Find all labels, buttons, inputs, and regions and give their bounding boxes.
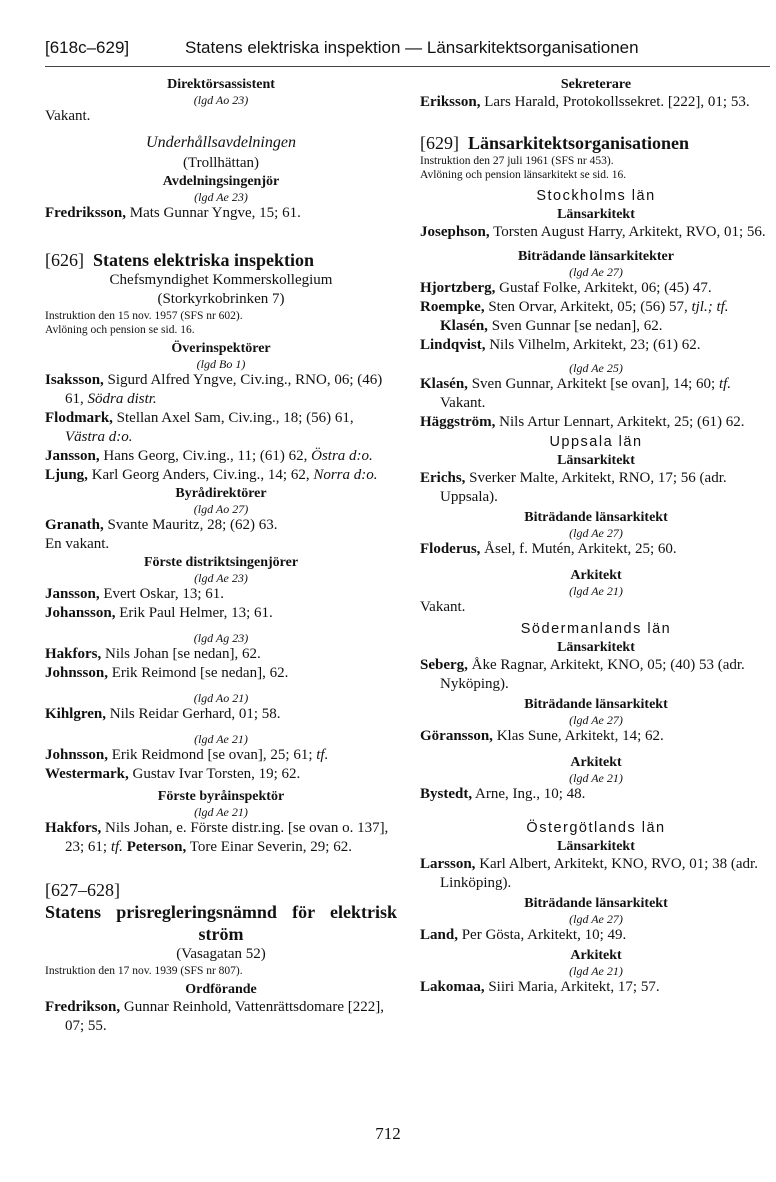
county-sodermanland: Södermanlands län bbox=[520, 621, 672, 637]
person-entry: Westermark, Gustav Ivar Torsten, 19; 62. bbox=[45, 766, 301, 782]
person-entry: Flodmark, Stellan Axel Sam, Civ.ing., 18; (56) 61, Västra d:o. bbox=[45, 410, 354, 445]
person-entry: Seberg, Åke Ragnar, Arkitekt, KNO, 05; (40) 53 (adr. Nyköping). bbox=[420, 657, 745, 692]
person-entry: Josephson, Torsten August Harry, Arkitekt, RVO, 01; 56. bbox=[420, 224, 766, 240]
left-column bbox=[45, 76, 397, 1036]
person-entry: Häggström, Nils Artur Lennart, Arkitekt, 25; (61) 62. bbox=[420, 414, 745, 430]
person-entry: Granath, Svante Mauritz, 28; (62) 63. bbox=[45, 517, 278, 533]
lgd: (lgd Ae 27) bbox=[569, 912, 623, 926]
vacant: Vakant. bbox=[45, 108, 91, 124]
lgd: (lgd Ae 27) bbox=[569, 265, 623, 279]
lgd: (lgd Ae 21) bbox=[569, 584, 623, 598]
person-entry: Larsson, Karl Albert, Arkitekt, KNO, RVO, 01; 38 (adr. Linköping). bbox=[420, 856, 758, 891]
instruction: Instruktion den 17 nov. 1939 (SFS nr 807). bbox=[45, 965, 243, 977]
heading-bitradande-lansarkitekt: Biträdande länsarkitekt bbox=[524, 510, 668, 525]
section-626-heading: [626] Statens elektriska inspektion bbox=[45, 250, 315, 270]
person-entry: Hakfors, Nils Johan, e. Förste distr.ing. [se ovan o. 137], 23; 61; tf. Peterson, Tore Einar Severin, 29; 62. bbox=[45, 820, 389, 855]
lgd: (lgd Ao 27) bbox=[193, 502, 249, 516]
person-entry: Ljung, Karl Georg Anders, Civ.ing., 14; 62, Norra d:o. bbox=[45, 467, 378, 483]
lgd: (lgd Ae 21) bbox=[569, 771, 623, 785]
lgd: (lgd Ae 25) bbox=[569, 361, 623, 375]
heading-lansarkitekt: Länsarkitekt bbox=[557, 207, 635, 222]
county-stockholm: Stockholms län bbox=[536, 188, 656, 204]
lgd: (lgd Ae 23) bbox=[194, 190, 248, 204]
instruction: Instruktion den 15 nov. 1957 (SFS nr 602). bbox=[45, 310, 243, 322]
person-entry: Hakfors, Nils Johan [se nedan], 62. bbox=[45, 646, 261, 662]
section-range: [618c–629] bbox=[45, 38, 130, 57]
section-627-title-cont: ström bbox=[198, 924, 244, 944]
heading-arkitekt: Arkitekt bbox=[570, 568, 622, 583]
vacant: Vakant. bbox=[420, 599, 466, 615]
person-entry: Floderus, Åsel, f. Mutén, Arkitekt, 25; 60. bbox=[420, 541, 677, 557]
heading-underhallsavdelningen: Underhållsavdelningen bbox=[146, 134, 296, 151]
vacant: En vakant. bbox=[45, 536, 110, 552]
heading-ordforande: Ordförande bbox=[185, 982, 257, 997]
lgd: (lgd Ae 21) bbox=[194, 805, 248, 819]
lgd: (lgd Ae 21) bbox=[569, 964, 623, 978]
pay-note: Avlöning och pension länsarkitekt se sid. 16. bbox=[420, 169, 627, 181]
pay-note: Avlöning och pension se sid. 16. bbox=[45, 324, 195, 336]
unit-location: (Trollhättan) bbox=[182, 155, 260, 171]
lgd: (lgd Ag 23) bbox=[193, 631, 249, 645]
person-entry: Fredrikson, Gunnar Reinhold, Vattenrättsdomare [222], 07; 55. bbox=[45, 999, 384, 1034]
person-entry: Lindqvist, Nils Vilhelm, Arkitekt, 23; (61) 62. bbox=[420, 337, 701, 353]
heading-bitradande-lansarkitekter: Biträdande länsarkitekter bbox=[518, 249, 674, 264]
lgd: (lgd Ae 27) bbox=[569, 713, 623, 727]
section-627-number: [627–628] bbox=[45, 880, 120, 900]
county-uppsala: Uppsala län bbox=[549, 434, 643, 450]
person-entry: Jansson, Evert Oskar, 13; 61. bbox=[45, 586, 224, 602]
heading-arkitekt: Arkitekt bbox=[570, 755, 622, 770]
person-entry: Fredriksson, Mats Gunnar Yngve, 15; 61. bbox=[45, 205, 301, 221]
heading-arkitekt: Arkitekt bbox=[570, 948, 622, 963]
right-column bbox=[420, 76, 772, 997]
person-entry: Göransson, Klas Sune, Arkitekt, 14; 62. bbox=[420, 728, 664, 744]
person-entry: Bystedt, Arne, Ing., 10; 48. bbox=[420, 786, 586, 802]
person-entry: Jansson, Hans Georg, Civ.ing., 11; (61) 62, Östra d:o. bbox=[45, 448, 373, 464]
person-entry: Erichs, Sverker Malte, Arkitekt, RNO, 17; 56 (adr. Uppsala). bbox=[420, 470, 727, 505]
heading-forste-distriktsingenjorer: Förste distriktsingenjörer bbox=[143, 555, 299, 570]
lgd: (lgd Ao 21) bbox=[193, 691, 249, 705]
person-entry: Johansson, Erik Paul Helmer, 13; 61. bbox=[45, 605, 273, 621]
instruction: Instruktion den 27 juli 1961 (SFS nr 453). bbox=[420, 155, 614, 167]
person-entry: Kihlgren, Nils Reidar Gerhard, 01; 58. bbox=[45, 706, 281, 722]
address: (Vasagatan 52) bbox=[176, 946, 266, 962]
person-entry: Roempke, Sten Orvar, Arkitekt, 05; (56) 57, tjl.; tf. Klasén, Sven Gunnar [se nedan], 62. bbox=[420, 299, 729, 334]
heading-lansarkitekt: Länsarkitekt bbox=[557, 640, 635, 655]
lgd: (lgd Ae 27) bbox=[569, 526, 623, 540]
heading-lansarkitekt: Länsarkitekt bbox=[557, 453, 635, 468]
lgd: (lgd Ae 21) bbox=[194, 732, 248, 746]
heading-avdelningsingenjor: Avdelningsingenjör bbox=[162, 174, 280, 189]
heading-byradirektorer: Byrådirektörer bbox=[175, 486, 267, 501]
person-entry: Land, Per Gösta, Arkitekt, 10; 49. bbox=[420, 927, 627, 943]
heading-forste-byrainspektor: Förste byråinspektör bbox=[157, 789, 285, 804]
heading-overinspektorer: Överinspektörer bbox=[171, 341, 271, 356]
heading-bitradande-lansarkitekt: Biträdande länsarkitekt bbox=[524, 896, 668, 911]
person-entry: Johnsson, Erik Reidmond [se ovan], 25; 61; tf. bbox=[45, 747, 329, 763]
section-629-heading: [629] Länsarkitektsorganisationen bbox=[420, 133, 690, 153]
header-rule bbox=[45, 66, 770, 67]
lgd: (lgd Bo 1) bbox=[196, 357, 246, 371]
heading-bitradande-lansarkitekt: Biträdande länsarkitekt bbox=[524, 697, 668, 712]
heading-lansarkitekt: Länsarkitekt bbox=[557, 839, 635, 854]
address: (Storkyrkobrinken 7) bbox=[157, 291, 285, 307]
authority: Chefsmyndighet Kommerskollegium bbox=[109, 272, 333, 288]
lgd: (lgd Ae 23) bbox=[194, 571, 248, 585]
county-ostergotland: Östergötlands län bbox=[526, 820, 666, 836]
heading-direktorsassistent: Direktörsassistent bbox=[167, 77, 275, 92]
person-entry: Isaksson, Sigurd Alfred Yngve, Civ.ing., RNO, 06; (46) 61, Södra distr. bbox=[45, 372, 383, 407]
header-title: Statens elektriska inspektion — Länsarkitektsorganisationen bbox=[185, 38, 639, 57]
heading-sekreterare: Sekreterare bbox=[560, 77, 632, 92]
person-entry: Eriksson, Lars Harald, Protokollssekret. [222], 01; 53. bbox=[420, 94, 750, 110]
person-entry: Lakomaa, Siiri Maria, Arkitekt, 17; 57. bbox=[420, 979, 660, 995]
running-header bbox=[45, 36, 765, 66]
person-entry: Hjortzberg, Gustaf Folke, Arkitekt, 06; (45) 47. bbox=[420, 280, 712, 296]
lgd: (lgd Ao 23) bbox=[193, 93, 249, 107]
person-entry: Johnsson, Erik Reimond [se nedan], 62. bbox=[45, 665, 289, 681]
page-number: 712 bbox=[375, 1124, 401, 1143]
person-entry: Klasén, Sven Gunnar, Arkitekt [se ovan], 14; 60; tf. Vakant. bbox=[420, 376, 732, 411]
section-627-title: Statens prisregleringsnämnd för elektrisk bbox=[45, 902, 397, 922]
